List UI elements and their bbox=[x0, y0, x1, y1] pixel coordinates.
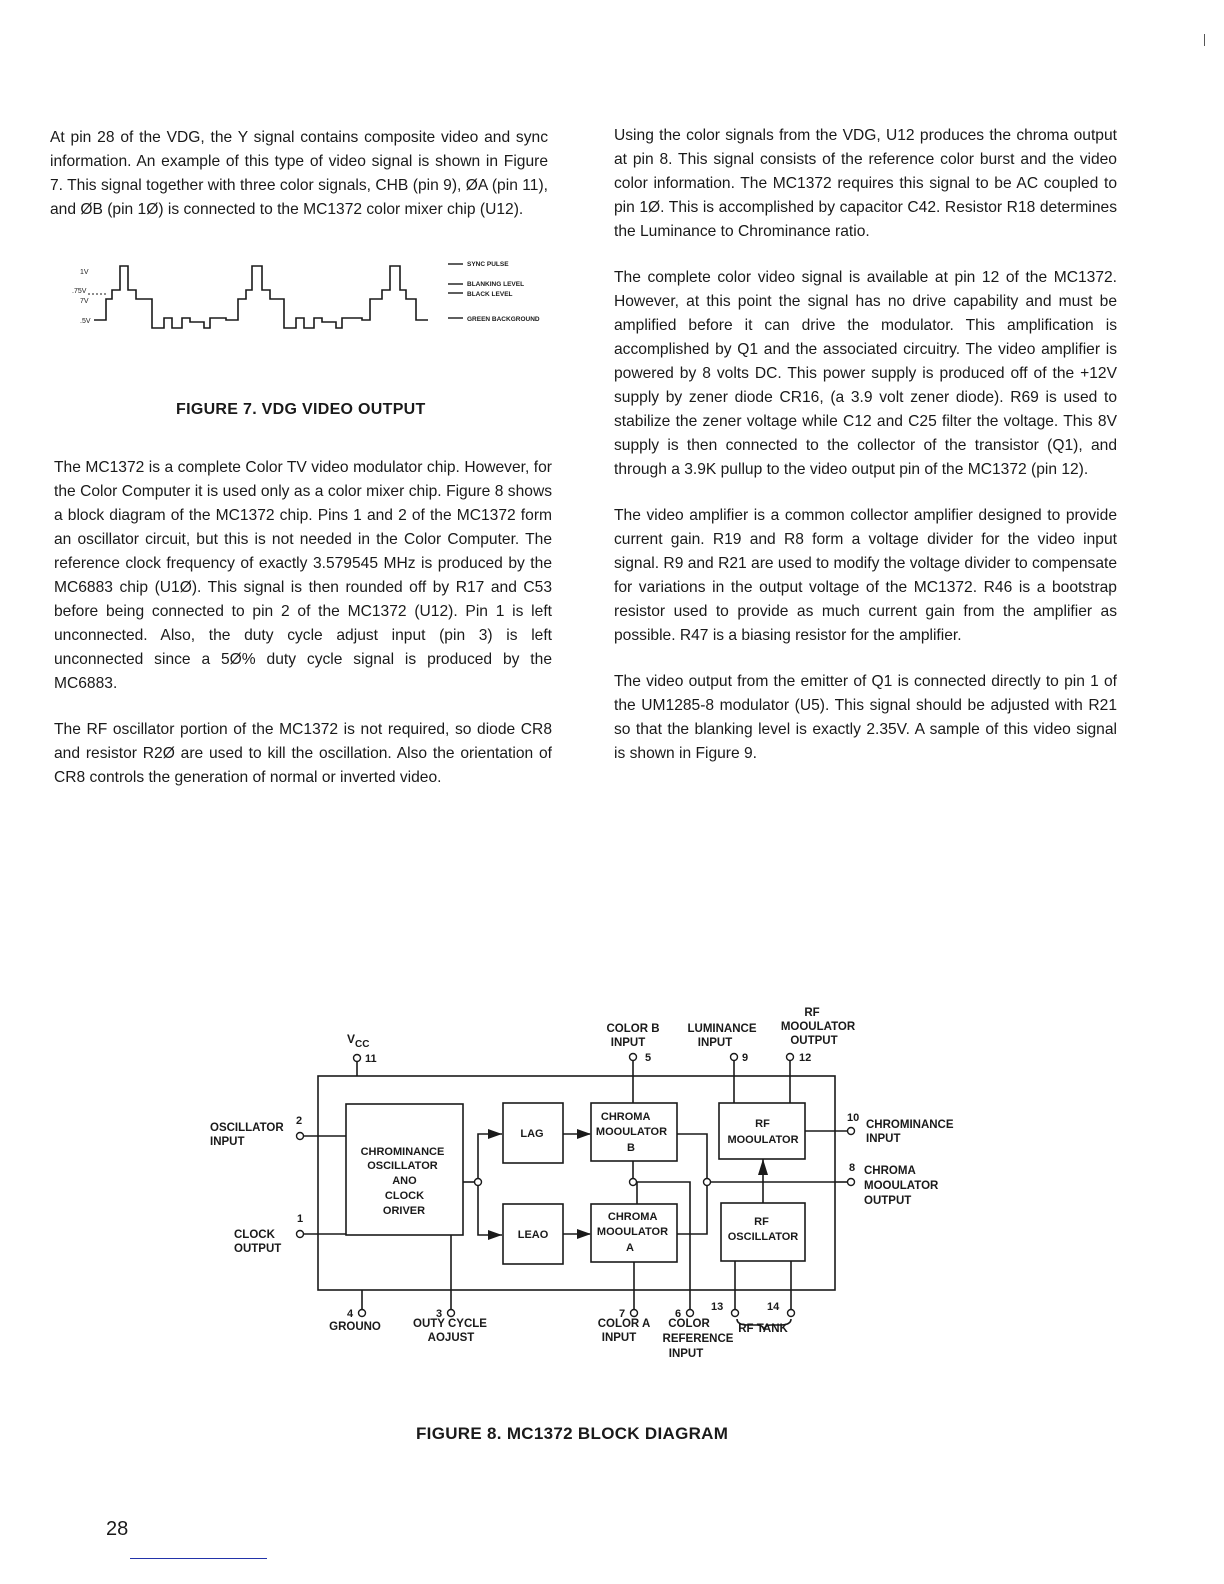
arrow-into-lead bbox=[488, 1230, 502, 1240]
arrow-into-lag bbox=[488, 1129, 502, 1139]
lag-label: LAG bbox=[520, 1128, 544, 1140]
pin-10-terminal bbox=[848, 1128, 855, 1135]
chroma-modulator-b-label: CHROMA MOOULATOR B bbox=[595, 1111, 668, 1154]
paragraph: At pin 28 of the VDG, the Y signal contains composite video and sync information. An example of this type of video signal is shown in Figure 7. This signal together with three color signals, CHB (pin 9), ØA (pin 11), and ØB (pin 1Ø) is connected to the MC1372 color mixer chip (U12). bbox=[50, 129, 548, 218]
pin-9-terminal bbox=[731, 1054, 738, 1061]
pin-5-terminal bbox=[630, 1054, 637, 1061]
duty-cycle-adjust-label: OUTY CYCLE AOJUST bbox=[413, 1318, 487, 1344]
pin-3-terminal bbox=[448, 1310, 455, 1317]
page-number: 28 bbox=[106, 1518, 129, 1540]
chrominance-input-label: CHROMINANCE INPUT bbox=[866, 1119, 954, 1145]
corner-mark bbox=[1204, 34, 1205, 46]
osc-output-node bbox=[475, 1179, 482, 1186]
pin-4-number: 4 bbox=[347, 1308, 354, 1320]
osc-to-lag-wire bbox=[478, 1134, 502, 1178]
osc-to-lead-wire bbox=[478, 1186, 502, 1235]
footer-rule bbox=[130, 1558, 267, 1559]
legend-blanking-level: BLANKING LEVEL bbox=[467, 281, 525, 288]
pin-9-number: 9 bbox=[742, 1052, 749, 1064]
legend-sync-pulse: SYNC PULSE bbox=[467, 261, 509, 268]
arrow-into-chroma-b bbox=[577, 1129, 591, 1139]
pin-8-number: 8 bbox=[849, 1162, 856, 1174]
rf-modulator-output-label: RF MOOULATOR OUTPUT bbox=[780, 1007, 856, 1047]
pin-2-terminal bbox=[297, 1133, 304, 1140]
left-column-top bbox=[50, 126, 548, 244]
legend-black-level: BLACK LEVEL bbox=[467, 291, 513, 298]
pin-6-number: 6 bbox=[675, 1308, 682, 1320]
pin-4-terminal bbox=[359, 1310, 366, 1317]
figure-7-waveform bbox=[66, 252, 566, 342]
pin-1-terminal bbox=[297, 1231, 304, 1238]
chroma-modulator-output-label: CHROMA MOOULATOR OUTPUT bbox=[864, 1165, 939, 1207]
pin-8-terminal bbox=[848, 1179, 855, 1186]
ground-label: GROUNO bbox=[329, 1321, 381, 1333]
luminance-input-label: LUMINANCE INPUT bbox=[687, 1023, 757, 1049]
color-reference-input-label: COLOR REFERENCE INPUT bbox=[662, 1318, 734, 1360]
clock-output-label: CLOCK OUTPUT bbox=[234, 1229, 282, 1255]
voltage-label-1v: 1V bbox=[80, 269, 89, 276]
color-a-input-label: COLOR A INPUT bbox=[597, 1318, 651, 1344]
paragraph: Using the color signals from the VDG, U12 produces the chroma output at pin 8. This signal consists of the reference color burst and the video color information. The MC1372 requires this signal to be AC coupled to pin 1Ø. This is accomplished by capacitor C42. Resistor R18 determines the Luminance to Chrominance ratio. bbox=[614, 127, 1117, 240]
left-column-bottom bbox=[54, 456, 552, 812]
pin-13-terminal bbox=[732, 1310, 739, 1317]
pin-11-terminal bbox=[354, 1055, 361, 1062]
legend-green-background: GREEN BACKGROUND bbox=[467, 316, 540, 323]
voltage-label-075v: .75V bbox=[72, 288, 87, 295]
arrow-into-chroma-a bbox=[577, 1229, 591, 1239]
pin-3-number: 3 bbox=[436, 1308, 443, 1320]
pin-13-number: 13 bbox=[711, 1301, 724, 1313]
pin-1-number: 1 bbox=[297, 1213, 304, 1225]
voltage-label-07v: 7V bbox=[80, 298, 89, 305]
pin-12-number: 12 bbox=[799, 1052, 812, 1064]
rf-tank-label: RF TANK bbox=[738, 1323, 788, 1335]
pin-6-terminal bbox=[687, 1310, 694, 1317]
rf-modulator-label: RF MOOULATOR bbox=[727, 1118, 799, 1146]
pin-14-number: 14 bbox=[767, 1301, 780, 1313]
figure-8-block-diagram bbox=[0, 1000, 1224, 1380]
paragraph: The MC1372 is a complete Color TV video modulator chip. However, for the Color Computer it is used only as a color mixer chip. Figure 8 shows a block diagram of the MC1372 chip. Pins 1 and 2 of the MC1372 form an oscillator circuit, but this is not needed in the Color Computer. The reference clock frequency of exactly 3.579545 MHz is produced by the MC6883 chip (U1Ø). This signal is then rounded off by R17 and C53 before being connected to pin 2 of the MC1372 (U12). Pin 1 is left unconnected. Also, the duty cycle adjust input (pin 3) is left unconnected since a 5Ø% duty cycle signal is produced by the MC6883. bbox=[54, 459, 552, 692]
paragraph: The video output from the emitter of Q1 is connected directly to pin 1 of the UM1285-8 modulator (U5). This signal should be adjusted with R21 so that the blanking level is exactly 2.35V. A sample of this video signal is shown in Figure 9. bbox=[614, 673, 1117, 762]
pin-14-terminal bbox=[788, 1310, 795, 1317]
lead-label: LEAO bbox=[517, 1229, 549, 1241]
voltage-label-05v: .5V bbox=[80, 318, 91, 325]
pin-5-number: 5 bbox=[645, 1052, 652, 1064]
paragraph: The complete color video signal is available at pin 12 of the MC1372. However, at this point the signal has no drive capability and must be amplified before it can drive the modulator. This amplification is accomplished by Q1 and the associated circuitry. The video amplifier is powered by 8 volts DC. This power supply is produced off of the +12V supply by zener diode CR16, (a 3.9 volt zener diode). R69 is used to stabilize the zener voltage while C12 and C25 filter the voltage. This 8V supply is then connected to the collector of the transistor (Q1), and through a 3.9K pullup to the video output pin of the MC1372 (pin 12). bbox=[614, 269, 1117, 478]
chroma-sum-node bbox=[704, 1179, 711, 1186]
rf-oscillator-label: RF OSCILLATOR bbox=[727, 1216, 799, 1243]
pin-11-number: 11 bbox=[365, 1053, 377, 1065]
oscillator-input-label: OSCILLATOR INPUT bbox=[210, 1122, 284, 1148]
paragraph: The RF oscillator portion of the MC1372 is not required, so diode CR8 and resistor R2Ø are used to kill the oscillation. Also the orientation of CR8 controls the generation of normal or inverted video. bbox=[54, 721, 552, 786]
color-b-input-label: COLOR B INPUT bbox=[606, 1023, 660, 1049]
figure-8-caption: FIGURE 8. MC1372 BLOCK DIAGRAM bbox=[416, 1424, 729, 1443]
figure-7-caption: FIGURE 7. VDG VIDEO OUTPUT bbox=[176, 401, 426, 418]
rf-modulator-block bbox=[719, 1103, 805, 1159]
pin-10-number: 10 bbox=[847, 1112, 860, 1124]
video-waveform bbox=[94, 266, 428, 328]
pin-2-number: 2 bbox=[296, 1115, 303, 1127]
paragraph: The video amplifier is a common collector amplifier designed to provide current gain. R19 and R8 form a voltage divider for the video input signal. R9 and R21 are used to modify the voltage divider to compensate for variations in the output voltage of the MC1372. R46 is a bootstrap resistor used to provide as much current gain from the amplifier as possible. R47 is a biasing resistor for the amplifier. bbox=[614, 507, 1117, 644]
pin-7-terminal bbox=[631, 1310, 638, 1317]
arrow-into-rf-modulator bbox=[758, 1159, 768, 1175]
vcc-label: $V_{CC}$ bbox=[347, 1032, 370, 1050]
chroma-b-output-wire bbox=[677, 1134, 707, 1234]
color-ref-node bbox=[630, 1179, 637, 1186]
chrominance-oscillator-label: CHROMINANCE OSCILLATOR ANO CLOCK ORIVER bbox=[360, 1146, 445, 1217]
pin-12-terminal bbox=[787, 1054, 794, 1061]
pin-7-number: 7 bbox=[619, 1308, 626, 1320]
chroma-modulator-a-label: CHROMA MOOULATOR A bbox=[596, 1211, 669, 1254]
right-column bbox=[614, 124, 1117, 788]
